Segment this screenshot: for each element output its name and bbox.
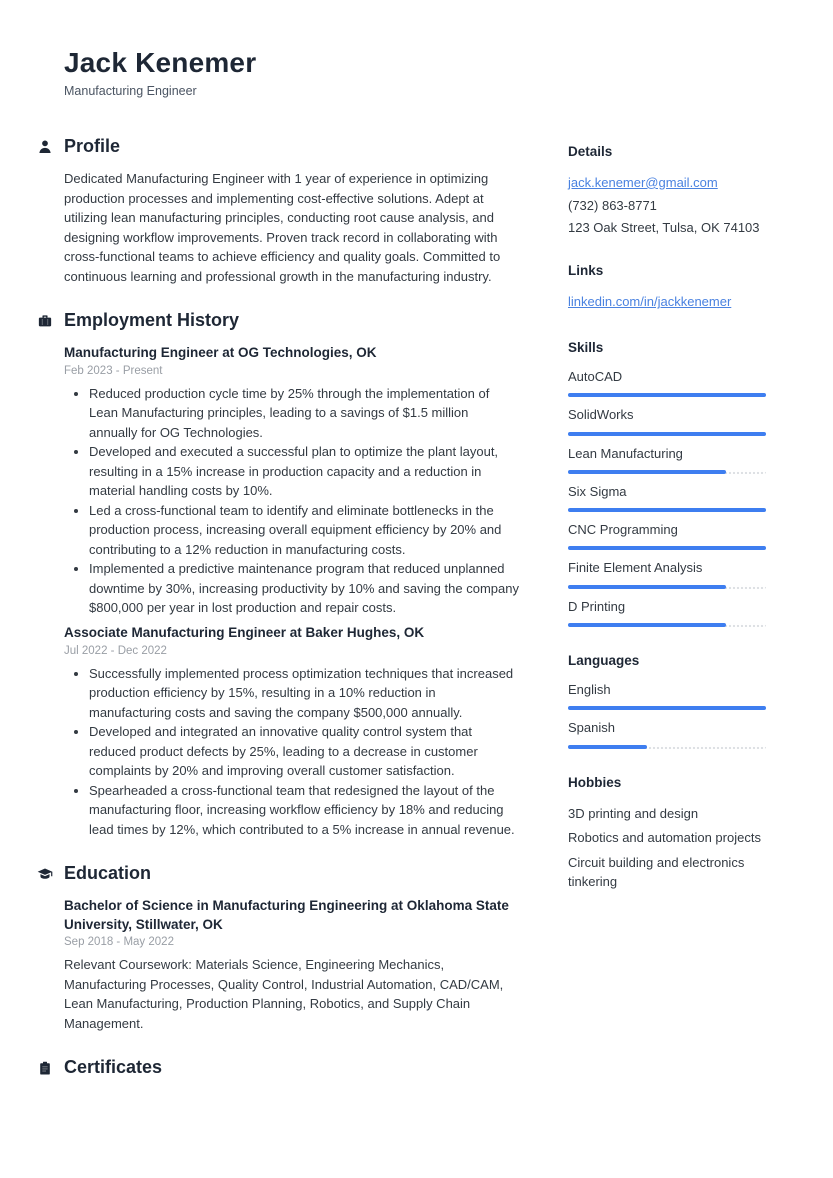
skill-item xyxy=(568,599,766,627)
skill-level-bar xyxy=(568,508,766,512)
language-label: English xyxy=(568,682,611,698)
skill-level-bar xyxy=(568,432,766,436)
phone-number: (732) 863-8771 xyxy=(568,198,657,214)
job-bullet: • Developed and integrated an innovative quality control system that reduced product defects by 25%, leading to a decrease in customer complaints by 20% and improving overall customer satisfaction. xyxy=(89,722,520,781)
skills-heading: Skills xyxy=(568,339,604,355)
job-entry xyxy=(64,344,520,618)
skill-level-fill xyxy=(568,432,766,436)
certificates-heading: Certificates xyxy=(64,1057,163,1078)
language-item xyxy=(568,720,766,748)
skill-item xyxy=(568,522,766,550)
language-label: Spanish xyxy=(568,720,615,736)
details-heading: Details xyxy=(568,143,613,159)
skill-level-fill xyxy=(568,546,766,550)
skill-label: SolidWorks xyxy=(568,407,634,423)
education-description: Relevant Coursework: Materials Science, Engineering Mechanics, Manufacturing Processes, Quality Control, Industrial Automation, CAD/CAM, Lean Manufacturing, Production Planning, Robotics, and Supply Chain Management. xyxy=(64,957,504,1031)
skill-level-fill xyxy=(568,585,726,589)
skill-item xyxy=(568,369,766,397)
education-section-header xyxy=(64,863,520,885)
hobbies-heading: Hobbies xyxy=(568,774,622,790)
skill-label: CNC Programming xyxy=(568,522,678,538)
skill-item xyxy=(568,446,766,474)
education-dates: Sep 2018 - May 2022 xyxy=(64,936,174,949)
resume-columns xyxy=(64,136,766,1103)
education-section xyxy=(64,863,520,1033)
skill-level-bar xyxy=(568,623,766,627)
email-link[interactable]: jack.kenemer@gmail.com xyxy=(568,174,718,190)
person-job-title: Manufacturing Engineer xyxy=(64,83,197,98)
links-heading: Links xyxy=(568,263,604,279)
skills-section xyxy=(568,340,766,627)
job-title: Associate Manufacturing Engineer at Baker Hughes, OK xyxy=(64,624,425,640)
job-entry xyxy=(64,624,520,839)
job-bullet: • Implemented a predictive maintenance program that reduced unplanned downtime by 30%, increasing productivity by 10% and saving the company $800,000 per year in lost production and repair costs. xyxy=(89,559,520,618)
details-section xyxy=(568,144,766,238)
job-dates: Jul 2022 - Dec 2022 xyxy=(64,644,167,657)
person-name: Jack Kenemer xyxy=(64,47,257,78)
hobbies-list xyxy=(568,804,766,892)
postal-address: 123 Oak Street, Tulsa, OK 74103 xyxy=(568,219,760,235)
job-title: Manufacturing Engineer at OG Technologies, OK xyxy=(64,344,377,360)
job-list xyxy=(64,344,520,839)
skill-label: D Printing xyxy=(568,598,626,614)
main-column xyxy=(64,136,520,1103)
languages-list xyxy=(568,682,766,749)
job-bullet-list xyxy=(64,384,520,618)
briefcase-icon xyxy=(37,313,53,329)
skill-level-bar xyxy=(568,470,766,474)
employment-section xyxy=(64,310,520,839)
profile-heading: Profile xyxy=(64,135,121,156)
language-level-fill xyxy=(568,706,766,710)
graduation-cap-icon xyxy=(37,866,53,882)
skill-item xyxy=(568,560,766,588)
employment-heading: Employment History xyxy=(64,310,240,331)
job-bullet: • Successfully implemented process optimization techniques that increased production efficiency by 15%, resulting in a 10% reduction in manufacturing costs and saving the company $500,000 annually. xyxy=(89,664,520,723)
skill-label: Lean Manufacturing xyxy=(568,445,683,461)
languages-heading: Languages xyxy=(568,652,640,668)
certificates-section xyxy=(64,1057,520,1079)
hobby-item: Circuit building and electronics tinkering xyxy=(568,854,745,890)
job-bullet: • Led a cross-functional team to identify and eliminate bottlenecks in the production process, increasing overall equipment efficiency by 20% and contributing to a 12% reduction in manufacturing costs. xyxy=(89,501,520,560)
education-entry xyxy=(64,897,520,1034)
language-level-fill xyxy=(568,745,647,749)
skill-level-fill xyxy=(568,393,766,397)
hobby-item: Robotics and automation projects xyxy=(568,830,761,846)
skill-level-fill xyxy=(568,508,766,512)
education-degree: Bachelor of Science in Manufacturing Engineering at Oklahoma State University, Stillwater, OK xyxy=(64,897,509,932)
job-bullet-list xyxy=(64,664,520,840)
language-level-bar xyxy=(568,706,766,710)
language-item xyxy=(568,682,766,710)
profile-section xyxy=(64,136,520,287)
skill-item xyxy=(568,407,766,435)
skill-level-bar xyxy=(568,546,766,550)
profile-section-header xyxy=(64,136,520,158)
profile-summary: Dedicated Manufacturing Engineer with 1 year of experience in optimizing production processes and implementing cost-effective solutions. Adept at utilizing lean manufacturing principles, conducting root cause analysis, and designing workflow improvements. Proven track record in collaborating with cross-functional teams to achieve efficiency and quality goals. Committed to continuous learning and professional growth in the manufacturing industry. xyxy=(64,171,501,284)
skill-level-bar xyxy=(568,585,766,589)
links-section xyxy=(568,263,766,314)
clipboard-icon xyxy=(37,1060,53,1076)
sidebar xyxy=(568,136,766,1103)
skill-item xyxy=(568,484,766,512)
skill-label: Finite Element Analysis xyxy=(568,560,703,576)
skill-level-fill xyxy=(568,623,726,627)
links-list xyxy=(568,292,766,314)
employment-section-header xyxy=(64,310,520,332)
person-icon xyxy=(37,139,53,155)
job-dates: Feb 2023 - Present xyxy=(64,364,163,377)
linkedin-link[interactable]: linkedin.com/in/jackkenemer xyxy=(568,294,732,310)
skill-level-fill xyxy=(568,470,726,474)
job-bullet: • Reduced production cycle time by 25% through the implementation of Lean Manufacturing principles, leading to a savings of $1.5 million annually for OG Technologies. xyxy=(89,384,520,443)
skill-label: Six Sigma xyxy=(568,483,627,499)
languages-section xyxy=(568,653,766,749)
hobbies-section xyxy=(568,775,766,892)
job-bullet: • Spearheaded a cross-functional team that redesigned the layout of the manufacturing floor, increasing workflow efficiency by 18% and reducing lead times by 12%, which contributed to a 5% increase in annual revenue. xyxy=(89,781,520,840)
language-level-bar xyxy=(568,745,766,749)
job-bullet: • Developed and executed a successful plan to optimize the plant layout, resulting in a 15% increase in production capacity and a reduction in material handling costs by 10%. xyxy=(89,442,520,501)
skill-level-bar xyxy=(568,393,766,397)
hobby-item: 3D printing and design xyxy=(568,805,699,821)
skills-list xyxy=(568,369,766,627)
resume-header xyxy=(64,46,766,98)
skill-label: AutoCAD xyxy=(568,369,623,385)
certificates-section-header xyxy=(64,1057,520,1079)
education-heading: Education xyxy=(64,863,152,884)
